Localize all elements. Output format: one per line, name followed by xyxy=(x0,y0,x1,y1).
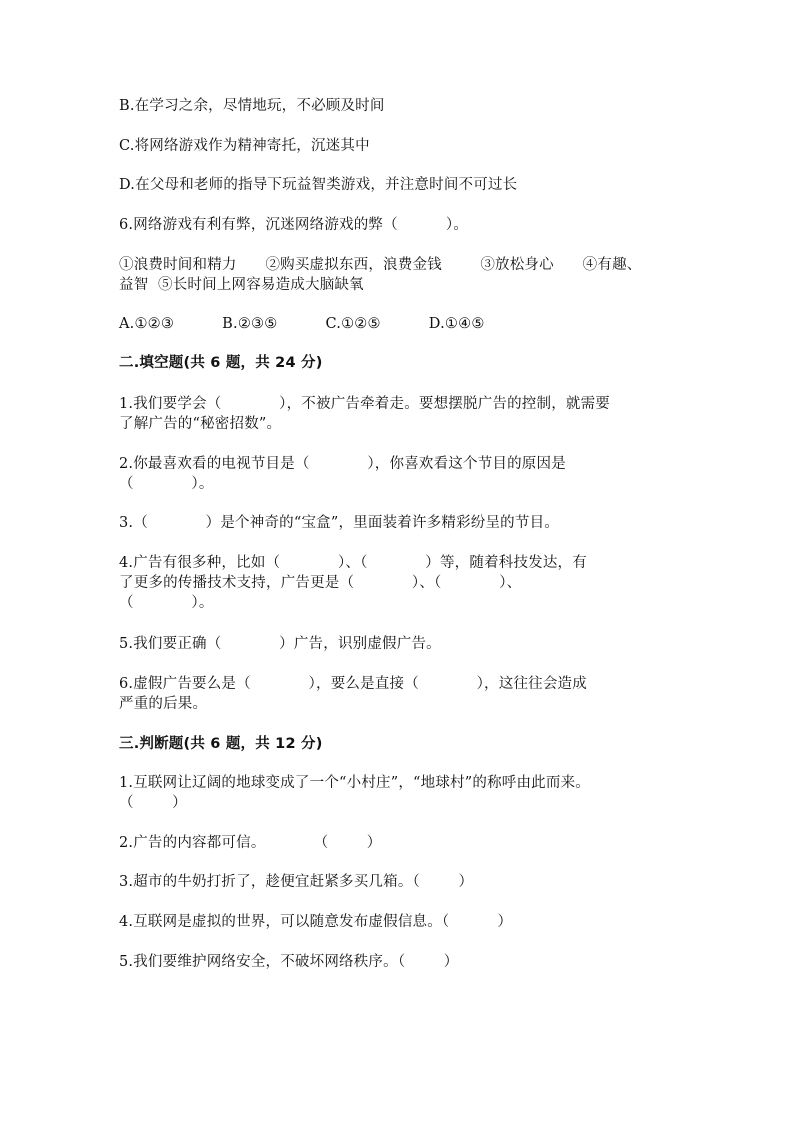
s2-q2-line2: （ ）。 xyxy=(119,476,214,492)
s3-q2: 2.广告的内容都可信。 （ ） xyxy=(119,835,382,851)
s2-q4-line3: （ ）。 xyxy=(119,595,214,611)
s2-q5: 5.我们要正确（ ）广告，识别虚假广告。 xyxy=(119,636,441,652)
q6-items-line2: 益智 ⑤长时间上网容易造成大脑缺氧 xyxy=(119,277,364,293)
s2-q1-line2: 了解广告的“秘密招数”。 xyxy=(119,416,282,432)
q6-options: A.①②③ B.②③⑤ C.①②⑤ D.①④⑤ xyxy=(119,316,485,332)
s2-q1-line1: 1.我们要学会（ ），不被广告牵着走。要想摆脱广告的控制，就需要 xyxy=(119,396,610,412)
s2-q2-line1: 2.你最喜欢看的电视节目是（ ），你喜欢看这个节目的原因是 xyxy=(119,456,566,472)
s2-q4-line1: 4.广告有很多种，比如（ ）、（ ）等，随着科技发达，有 xyxy=(119,555,587,571)
s3-q5: 5.我们要维护网络安全，不破坏网络秩序。（ ） xyxy=(119,954,459,970)
s2-q4-line2: 了更多的传播技术支持，广告更是（ ）、（ ）、 xyxy=(119,575,522,591)
q5-option-d: D.在父母和老师的指导下玩益智类游戏，并注意时间不可过长 xyxy=(119,177,518,193)
s2-q3: 3.（ ）是个神奇的“宝盒”，里面装着许多精彩纷呈的节目。 xyxy=(119,515,559,531)
s3-q3: 3.超市的牛奶打折了，趁便宜赶紧多买几箱。（ ） xyxy=(119,874,474,890)
section3-title: 三.判断题(共 6 题，共 12 分) xyxy=(119,736,323,752)
q6-stem: 6.网络游戏有利有弊，沉迷网络游戏的弊（ ）。 xyxy=(119,217,469,233)
q6-items-line1: ①浪费时间和精力 ②购买虚拟东西，浪费金钱 ③放松身心 ④有趣、 xyxy=(119,257,642,273)
s2-q6-line1: 6.虚假广告要么是（ ），要么是直接（ ），这往往会造成 xyxy=(119,676,587,692)
s3-q1-line1: 1.互联网让辽阔的地球变成了一个“小村庄”，“地球村”的称呼由此而来。 xyxy=(119,775,590,791)
section2-title: 二.填空题(共 6 题，共 24 分) xyxy=(119,355,323,371)
q5-option-c: C.将网络游戏作为精神寄托，沉迷其中 xyxy=(119,138,370,154)
s2-q6-line2: 严重的后果。 xyxy=(119,696,208,712)
s3-q1-line2: （ ） xyxy=(119,795,187,811)
s3-q4: 4.互联网是虚拟的世界，可以随意发布虚假信息。（ ） xyxy=(119,914,513,930)
q5-option-b: B.在学习之余，尽情地玩，不必顾及时间 xyxy=(119,98,385,114)
